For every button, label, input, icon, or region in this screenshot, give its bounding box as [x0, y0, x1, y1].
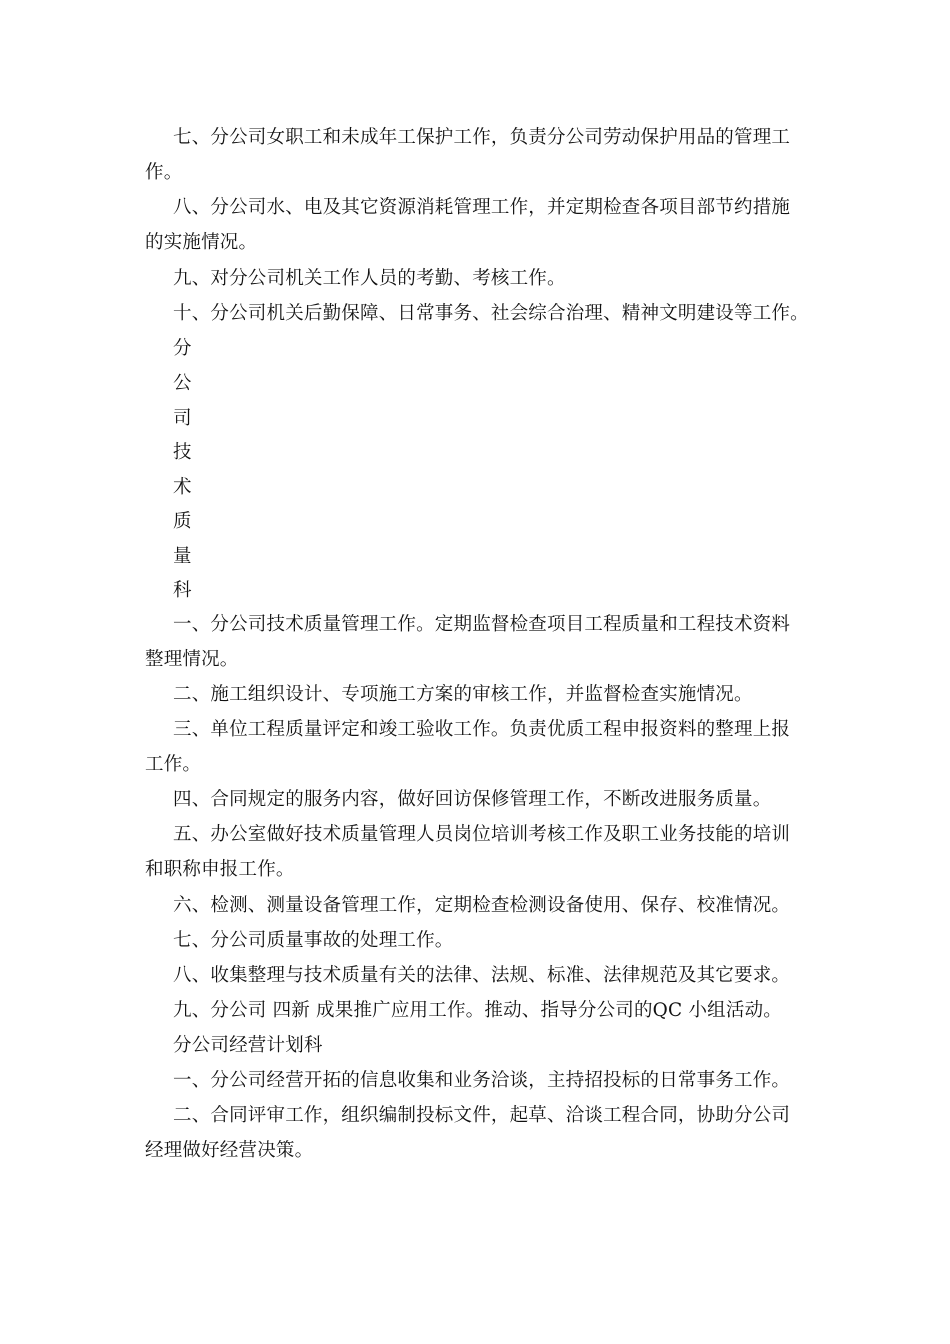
paragraph-line: 九、分公司 四新 成果推广应用工作。推动、指导分公司的QC 小组活动。: [173, 1000, 782, 1021]
paragraph-line: 六、检测、测量设备管理工作，定期检查检测设备使用、保存、校准情况。: [173, 895, 791, 916]
paragraph-line: 和职称申报工作。: [145, 859, 295, 880]
paragraph-line: 二、施工组织设计、专项施工方案的审核工作，并监督检查实施情况。: [173, 684, 753, 705]
section-heading: 分公司经营计划科: [173, 1035, 323, 1056]
section-heading-char: 司: [173, 408, 192, 429]
paragraph-line: 的实施情况。: [145, 232, 258, 253]
section-heading-char: 公: [173, 373, 192, 394]
paragraph-line: 五、办公室做好技术质量管理人员岗位培训考核工作及职工业务技能的培训: [173, 824, 791, 845]
section-heading-char: 分: [173, 338, 192, 359]
paragraph-line: 作。: [145, 162, 183, 183]
section-heading-char: 术: [173, 477, 192, 498]
paragraph-line: 经理做好经营决策。: [145, 1140, 314, 1161]
section-heading-char: 质: [173, 511, 192, 532]
paragraph-line: 八、收集整理与技术质量有关的法律、法规、标准、法律规范及其它要求。: [173, 965, 791, 986]
paragraph-line: 四、合同规定的服务内容，做好回访保修管理工作，不断改进服务质量。: [173, 789, 772, 810]
paragraph-line: 一、分公司技术质量管理工作。定期监督检查项目工程质量和工程技术资料: [173, 614, 791, 635]
section-heading-char: 技: [173, 442, 192, 463]
section-heading-char: 量: [173, 546, 192, 567]
paragraph-line: 七、分公司女职工和未成年工保护工作，负责分公司劳动保护用品的管理工: [173, 127, 791, 148]
paragraph-line: 十、分公司机关后勤保障、日常事务、社会综合治理、精神文明建设等工作。: [173, 303, 809, 324]
paragraph-line: 七、分公司质量事故的处理工作。: [173, 930, 454, 951]
paragraph-line: 八、分公司水、电及其它资源消耗管理工作，并定期检查各项目部节约措施: [173, 197, 791, 218]
paragraph-line: 三、单位工程质量评定和竣工验收工作。负责优质工程申报资料的整理上报: [173, 719, 791, 740]
paragraph-line: 九、对分公司机关工作人员的考勤、考核工作。: [173, 268, 566, 289]
paragraph-line: 整理情况。: [145, 649, 239, 670]
paragraph-line: 一、分公司经营开拓的信息收集和业务洽谈，主持招投标的日常事务工作。: [173, 1070, 791, 1091]
section-heading-char: 科: [173, 580, 192, 601]
paragraph-line: 工作。: [145, 754, 202, 775]
paragraph-line: 二、合同评审工作，组织编制投标文件，起草、洽谈工程合同，协助分公司: [173, 1105, 791, 1126]
